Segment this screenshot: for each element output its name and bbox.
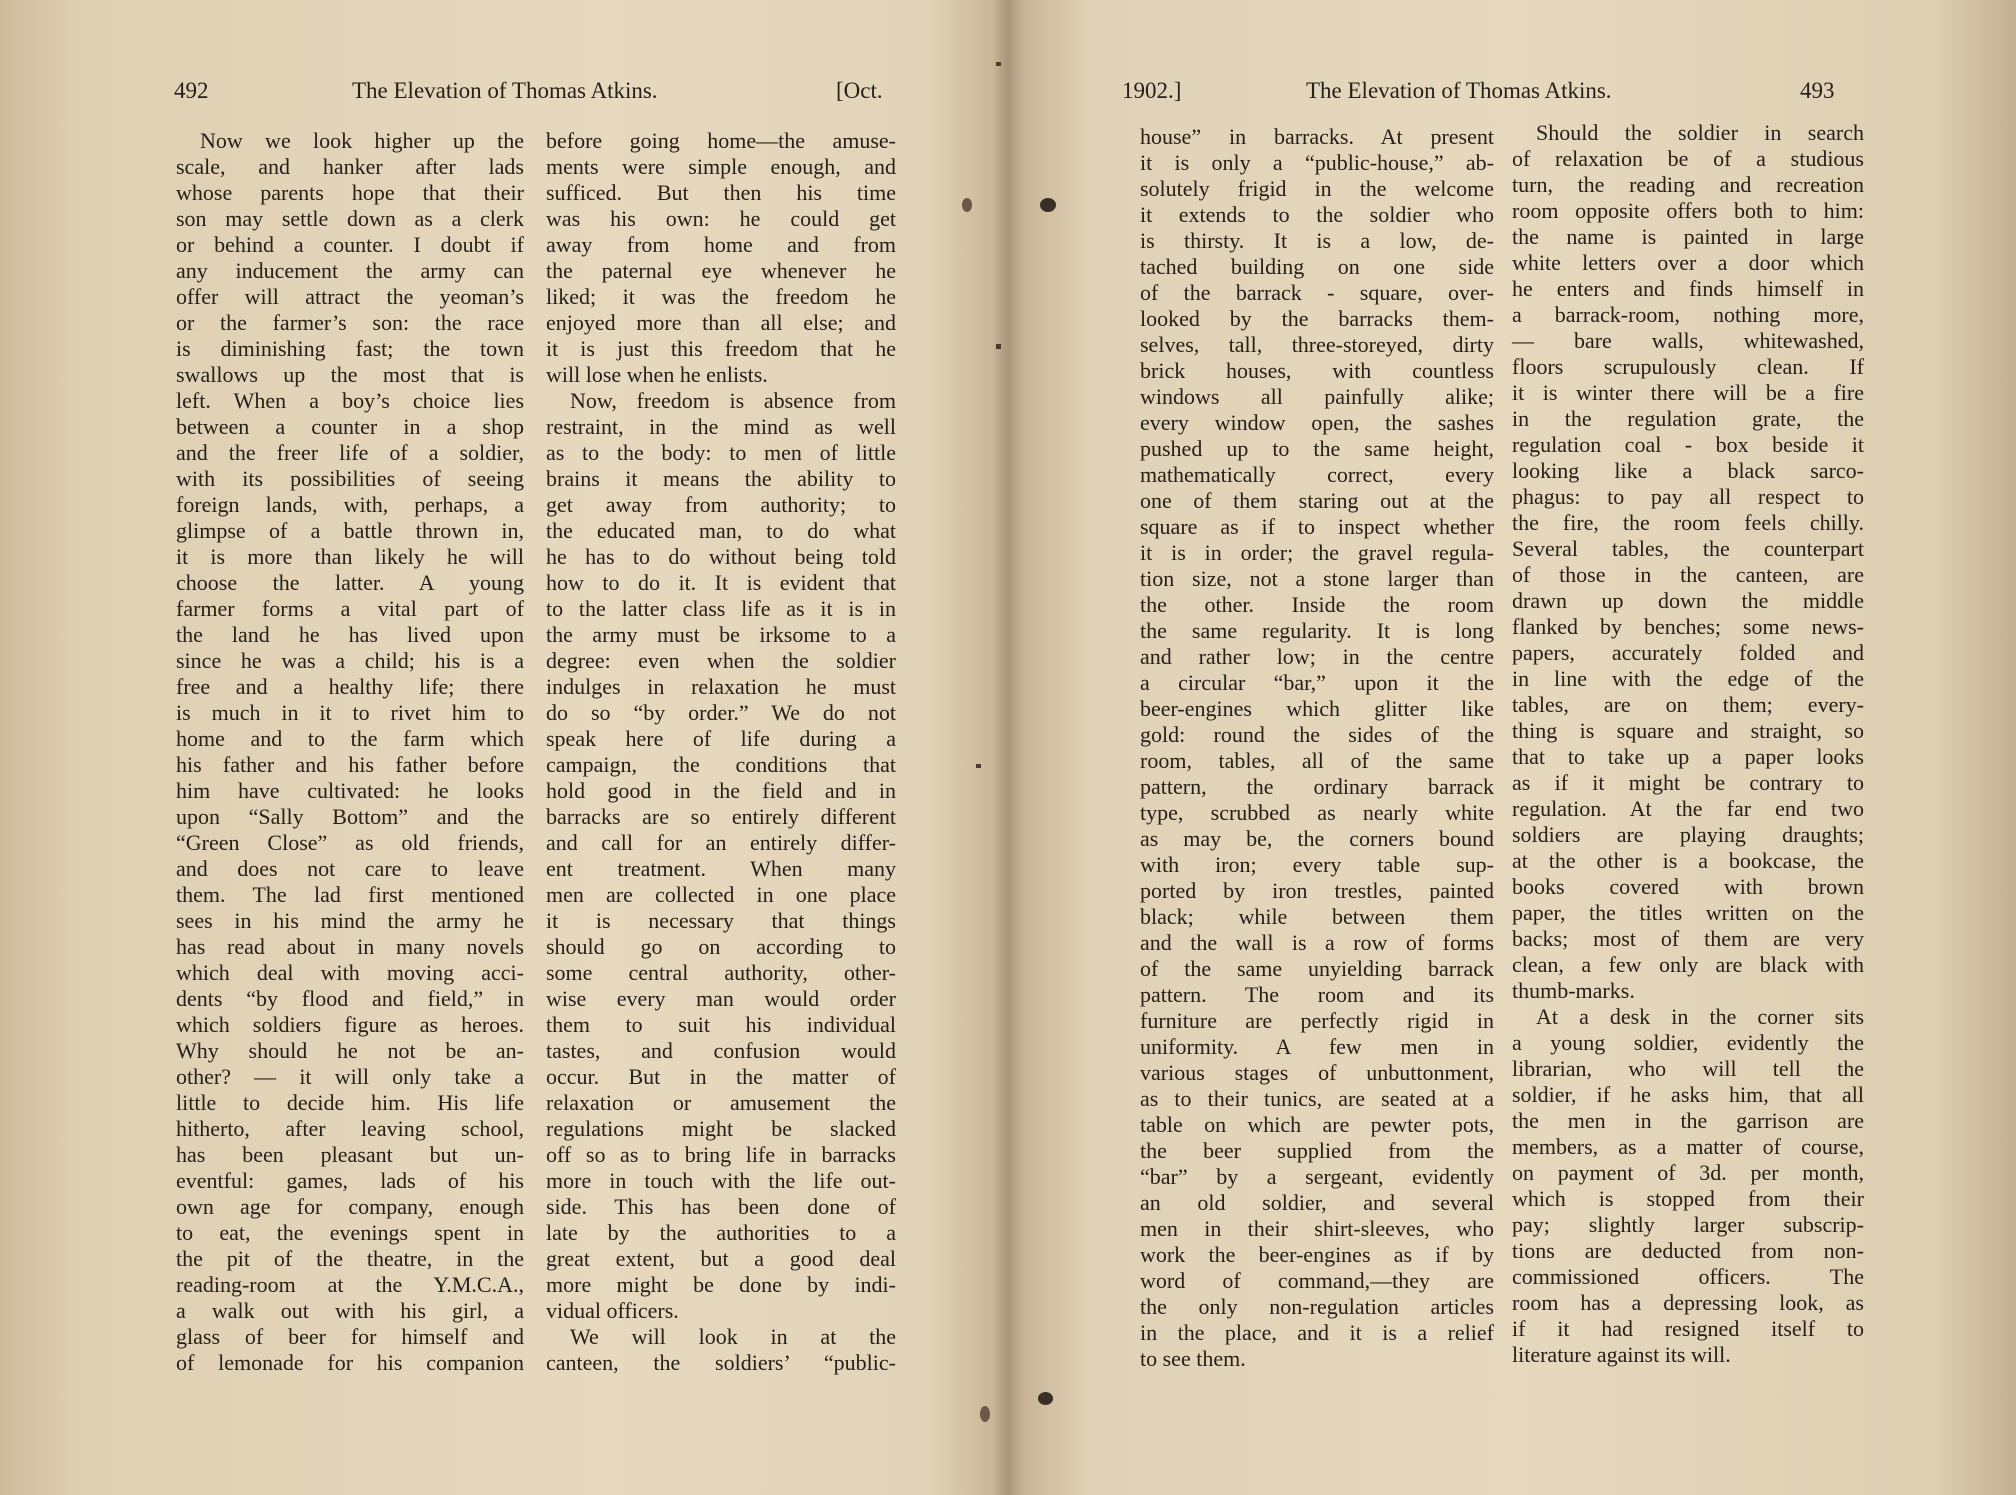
- text-line: a circular “bar,” upon it the: [1140, 670, 1494, 695]
- text-line: enjoyed more than all else; and: [546, 310, 896, 335]
- text-line: his father and his father before: [176, 752, 524, 777]
- text-line: and does not care to leave: [176, 856, 524, 881]
- text-line: son may settle down as a clerk: [176, 206, 524, 231]
- text-line: home and to the farm which: [176, 726, 524, 751]
- text-line: sees in his mind the army he: [176, 908, 524, 933]
- text-line: foreign lands, with, perhaps, a: [176, 492, 524, 517]
- text-line: an old soldier, and several: [1140, 1190, 1494, 1215]
- text-line: is diminishing fast; the town: [176, 336, 524, 361]
- text-line: ent treatment. When many: [546, 856, 896, 881]
- text-line: the only non-regulation articles: [1140, 1294, 1494, 1319]
- text-line: a barrack-room, nothing more,: [1512, 302, 1864, 327]
- text-line: campaign, the conditions that: [546, 752, 896, 777]
- page-number-right: 493: [1800, 78, 1835, 103]
- text-line: uniformity. A few men in: [1140, 1034, 1494, 1059]
- text-line: if it had resigned itself to: [1512, 1316, 1864, 1341]
- text-line: papers, accurately folded and: [1512, 640, 1864, 665]
- text-line: any inducement the army can: [176, 258, 524, 283]
- text-line: sufficed. But then his time: [546, 180, 896, 205]
- text-line: restraint, in the mind as well: [546, 414, 896, 439]
- binding-hole-mark: [962, 198, 972, 212]
- text-line: between a counter in a shop: [176, 414, 524, 439]
- text-line: and the freer life of a soldier,: [176, 440, 524, 465]
- text-line: “Green Close” as old friends,: [176, 830, 524, 855]
- text-line: glass of beer for himself and: [176, 1324, 524, 1349]
- text-line: the educated man, to do what: [546, 518, 896, 543]
- text-line: Why should he not be an-: [176, 1038, 524, 1063]
- text-line: — bare walls, whitewashed,: [1512, 328, 1864, 353]
- text-line: “bar” by a sergeant, evidently: [1140, 1164, 1494, 1189]
- text-line: some central authority, other-: [546, 960, 896, 985]
- left-page: [0, 0, 1000, 1495]
- text-line: black; while between them: [1140, 904, 1494, 929]
- running-date-left: [Oct.: [836, 78, 883, 103]
- text-line: free and a healthy life; there: [176, 674, 524, 699]
- right-page-column-2: [1512, 120, 1864, 1368]
- text-line: dents “by flood and field,” in: [176, 986, 524, 1011]
- text-line: which is stopped from their: [1512, 1186, 1864, 1211]
- text-line: has read about in many novels: [176, 934, 524, 959]
- text-line: it is only a “public-house,” ab-: [1140, 150, 1494, 175]
- text-line: swallows up the most that is: [176, 362, 524, 387]
- text-line: regulation coal - box beside it: [1512, 432, 1864, 457]
- text-line: floors scrupulously clean. If: [1512, 354, 1864, 379]
- text-line: on payment of 3d. per month,: [1512, 1160, 1864, 1185]
- text-line: the beer supplied from the: [1140, 1138, 1494, 1163]
- text-line: word of command,—they are: [1140, 1268, 1494, 1293]
- text-line: drawn up down the middle: [1512, 588, 1864, 613]
- text-line: left. When a boy’s choice lies: [176, 388, 524, 413]
- text-line: one of them staring out at the: [1140, 488, 1494, 513]
- text-line: brick houses, with countless: [1140, 358, 1494, 383]
- text-line: table on which are pewter pots,: [1140, 1112, 1494, 1137]
- text-line: and call for an entirely differ-: [546, 830, 896, 855]
- text-line: little to decide him. His life: [176, 1090, 524, 1115]
- text-line: late by the authorities to a: [546, 1220, 896, 1245]
- text-line: the land he has lived upon: [176, 622, 524, 647]
- binding-hole-mark: [1038, 1392, 1053, 1405]
- text-line: it is in order; the gravel regula-: [1140, 540, 1494, 565]
- text-line: at the other is a bookcase, the: [1512, 848, 1864, 873]
- text-line: he enters and finds himself in: [1512, 276, 1864, 301]
- text-line: room has a depressing look, as: [1512, 1290, 1864, 1315]
- text-line: room opposite offers both to him:: [1512, 198, 1864, 223]
- right-page-column-1: [1140, 124, 1494, 1372]
- text-line: should go on according to: [546, 934, 896, 959]
- text-line: men are collected in one place: [546, 882, 896, 907]
- text-line: soldiers are playing draughts;: [1512, 822, 1864, 847]
- text-line: Should the soldier in search: [1536, 120, 1864, 145]
- page-number-left: 492: [174, 78, 209, 103]
- text-line: barracks are so entirely different: [546, 804, 896, 829]
- text-line: tions are deducted from non-: [1512, 1238, 1864, 1263]
- text-line: is thirsty. It is a low, de-: [1140, 228, 1494, 253]
- running-title-right: The Elevation of Thomas Atkins.: [1306, 78, 1612, 103]
- text-line: a walk out with his girl, a: [176, 1298, 524, 1323]
- text-line: great extent, but a good deal: [546, 1246, 896, 1271]
- text-line: relaxation or amusement the: [546, 1090, 896, 1115]
- binding-hole-mark: [1040, 198, 1056, 212]
- text-line: to see them.: [1140, 1346, 1246, 1371]
- text-line: the same regularity. It is long: [1140, 618, 1494, 643]
- text-line: vidual officers.: [546, 1298, 679, 1323]
- text-line: selves, tall, three-storeyed, dirty: [1140, 332, 1494, 357]
- text-line: in line with the edge of the: [1512, 666, 1864, 691]
- text-line: the men in the garrison are: [1512, 1108, 1864, 1133]
- text-line: Now we look higher up the: [200, 128, 524, 153]
- text-line: gold: round the sides of the: [1140, 722, 1494, 747]
- text-line: own age for company, enough: [176, 1194, 524, 1219]
- binding-thread-mark: [976, 764, 981, 768]
- text-line: thing is square and straight, so: [1512, 718, 1864, 743]
- text-line: how to do it. It is evident that: [546, 570, 896, 595]
- text-line: in the place, and it is a relief: [1140, 1320, 1494, 1345]
- text-line: to eat, the evenings spent in: [176, 1220, 524, 1245]
- text-line: whose parents hope that their: [176, 180, 524, 205]
- running-date-right: 1902.]: [1122, 78, 1182, 103]
- running-title-left: The Elevation of Thomas Atkins.: [352, 78, 658, 103]
- text-line: hold good in the field and in: [546, 778, 896, 803]
- text-line: occur. But in the matter of: [546, 1064, 896, 1089]
- text-line: as to their tunics, are seated at a: [1140, 1086, 1494, 1111]
- text-line: of relaxation be of a studious: [1512, 146, 1864, 171]
- text-line: hitherto, after leaving school,: [176, 1116, 524, 1141]
- text-line: looked by the barracks them-: [1140, 306, 1494, 331]
- text-line: before going home—the amuse-: [546, 128, 896, 153]
- text-line: more might be done by indi-: [546, 1272, 896, 1297]
- text-line: white letters over a door which: [1512, 250, 1864, 275]
- text-line: ported by iron trestles, painted: [1140, 878, 1494, 903]
- text-line: thumb-marks.: [1512, 978, 1635, 1003]
- text-line: it is just this freedom that he: [546, 336, 896, 361]
- text-line: that to take up a paper looks: [1512, 744, 1864, 769]
- binding-thread-mark: [996, 62, 1001, 66]
- text-line: members, as a matter of course,: [1512, 1134, 1864, 1159]
- text-line: in the regulation grate, the: [1512, 406, 1864, 431]
- text-line: indulges in relaxation he must: [546, 674, 896, 699]
- text-line: it is winter there will be a fire: [1512, 380, 1864, 405]
- text-line: the name is painted in large: [1512, 224, 1864, 249]
- text-line: house” in barracks. At present: [1140, 124, 1494, 149]
- text-line: canteen, the soldiers’ “public-: [546, 1350, 896, 1375]
- text-line: get away from authority; to: [546, 492, 896, 517]
- text-line: work the beer-engines as if by: [1140, 1242, 1494, 1267]
- text-line: side. This has been done of: [546, 1194, 896, 1219]
- text-line: clean, a few only are black with: [1512, 952, 1864, 977]
- text-line: or the farmer’s son: the race: [176, 310, 524, 335]
- text-line: he has to do without being told: [546, 544, 896, 569]
- text-line: pushed up to the same height,: [1140, 436, 1494, 461]
- text-line: it extends to the soldier who: [1140, 202, 1494, 227]
- text-line: glimpse of a battle thrown in,: [176, 518, 524, 543]
- text-line: has been pleasant but un-: [176, 1142, 524, 1167]
- text-line: degree: even when the soldier: [546, 648, 896, 673]
- text-line: choose the latter. A young: [176, 570, 524, 595]
- text-line: wise every man would order: [546, 986, 896, 1011]
- text-line: books covered with brown: [1512, 874, 1864, 899]
- text-line: more in touch with the life out-: [546, 1168, 896, 1193]
- text-line: the paternal eye whenever he: [546, 258, 896, 283]
- text-line: pay; slightly larger subscrip-: [1512, 1212, 1864, 1237]
- text-line: brains it means the ability to: [546, 466, 896, 491]
- text-line: paper, the titles written on the: [1512, 900, 1864, 925]
- text-line: ments were simple enough, and: [546, 154, 896, 179]
- text-line: regulations might be slacked: [546, 1116, 896, 1141]
- text-line: is much in it to rivet him to: [176, 700, 524, 725]
- text-line: away from home and from: [546, 232, 896, 257]
- text-line: will lose when he enlists.: [546, 362, 768, 387]
- text-line: a young soldier, evidently the: [1512, 1030, 1864, 1055]
- text-line: At a desk in the corner sits: [1536, 1004, 1864, 1029]
- text-line: or behind a counter. I doubt if: [176, 232, 524, 257]
- text-line: do so “by order.” We do not: [546, 700, 896, 725]
- text-line: square as if to inspect whether: [1140, 514, 1494, 539]
- text-line: of the barrack - square, over-: [1140, 280, 1494, 305]
- text-line: Now, freedom is absence from: [570, 388, 896, 413]
- text-line: type, scrubbed as nearly white: [1140, 800, 1494, 825]
- text-line: room, tables, all of the same: [1140, 748, 1494, 773]
- text-line: the other. Inside the room: [1140, 592, 1494, 617]
- text-line: turn, the reading and recreation: [1512, 172, 1864, 197]
- text-line: commissioned officers. The: [1512, 1264, 1864, 1289]
- text-line: tables, are on them; every-: [1512, 692, 1864, 717]
- text-line: off so as to bring life in barracks: [546, 1142, 896, 1167]
- text-line: it is more than likely he will: [176, 544, 524, 569]
- text-line: which deal with moving acci-: [176, 960, 524, 985]
- text-line: since he was a child; his is a: [176, 648, 524, 673]
- text-line: tastes, and confusion would: [546, 1038, 896, 1063]
- text-line: looking like a black sarco-: [1512, 458, 1864, 483]
- text-line: tached building on one side: [1140, 254, 1494, 279]
- text-line: pattern, the ordinary barrack: [1140, 774, 1494, 799]
- text-line: librarian, who will tell the: [1512, 1056, 1864, 1081]
- text-line: regulation. At the far end two: [1512, 796, 1864, 821]
- binding-hole-mark: [980, 1406, 990, 1422]
- text-line: We will look in at the: [570, 1324, 896, 1349]
- text-line: with its possibilities of seeing: [176, 466, 524, 491]
- text-line: farmer forms a vital part of: [176, 596, 524, 621]
- text-line: scale, and hanker after lads: [176, 154, 524, 179]
- text-line: phagus: to pay all respect to: [1512, 484, 1864, 509]
- right-page: [1004, 0, 2016, 1495]
- text-line: soldier, if he asks him, that all: [1512, 1082, 1864, 1107]
- text-line: windows all painfully alike;: [1140, 384, 1494, 409]
- text-line: to the latter class life as it is in: [546, 596, 896, 621]
- text-line: was his own: he could get: [546, 206, 896, 231]
- text-line: reading-room at the Y.M.C.A.,: [176, 1272, 524, 1297]
- text-line: the pit of the theatre, in the: [176, 1246, 524, 1271]
- text-line: of lemonade for his companion: [176, 1350, 524, 1375]
- text-line: which soldiers figure as heroes.: [176, 1012, 524, 1037]
- text-line: furniture are perfectly rigid in: [1140, 1008, 1494, 1033]
- text-line: and the wall is a row of forms: [1140, 930, 1494, 955]
- text-line: every window open, the sashes: [1140, 410, 1494, 435]
- text-line: of those in the canteen, are: [1512, 562, 1864, 587]
- text-line: him have cultivated: he looks: [176, 778, 524, 803]
- text-line: Several tables, the counterpart: [1512, 536, 1864, 561]
- text-line: the fire, the room feels chilly.: [1512, 510, 1864, 535]
- text-line: other? — it will only take a: [176, 1064, 524, 1089]
- text-line: of the same unyielding barrack: [1140, 956, 1494, 981]
- left-page-column-2: [546, 128, 896, 1376]
- text-line: as if it might be contrary to: [1512, 770, 1864, 795]
- text-line: and rather low; in the centre: [1140, 644, 1494, 669]
- text-line: eventful: games, lads of his: [176, 1168, 524, 1193]
- text-line: them to suit his individual: [546, 1012, 896, 1037]
- text-line: flanked by benches; some news-: [1512, 614, 1864, 639]
- left-page-column-1: [176, 128, 524, 1376]
- text-line: solutely frigid in the welcome: [1140, 176, 1494, 201]
- binding-thread-mark: [996, 344, 1001, 349]
- text-line: men in their shirt-sleeves, who: [1140, 1216, 1494, 1241]
- text-line: it is necessary that things: [546, 908, 896, 933]
- text-line: backs; most of them are very: [1512, 926, 1864, 951]
- text-line: as to the body: to men of little: [546, 440, 896, 465]
- text-line: various stages of unbuttonment,: [1140, 1060, 1494, 1085]
- text-line: the army must be irksome to a: [546, 622, 896, 647]
- text-line: offer will attract the yeoman’s: [176, 284, 524, 309]
- text-line: speak here of life during a: [546, 726, 896, 751]
- text-line: pattern. The room and its: [1140, 982, 1494, 1007]
- text-line: mathematically correct, every: [1140, 462, 1494, 487]
- text-line: upon “Sally Bottom” and the: [176, 804, 524, 829]
- text-line: beer-engines which glitter like: [1140, 696, 1494, 721]
- text-line: with iron; every table sup-: [1140, 852, 1494, 877]
- text-line: as may be, the corners bound: [1140, 826, 1494, 851]
- text-line: them. The lad first mentioned: [176, 882, 524, 907]
- text-line: liked; it was the freedom he: [546, 284, 896, 309]
- text-line: tion size, not a stone larger than: [1140, 566, 1494, 591]
- text-line: literature against its will.: [1512, 1342, 1731, 1367]
